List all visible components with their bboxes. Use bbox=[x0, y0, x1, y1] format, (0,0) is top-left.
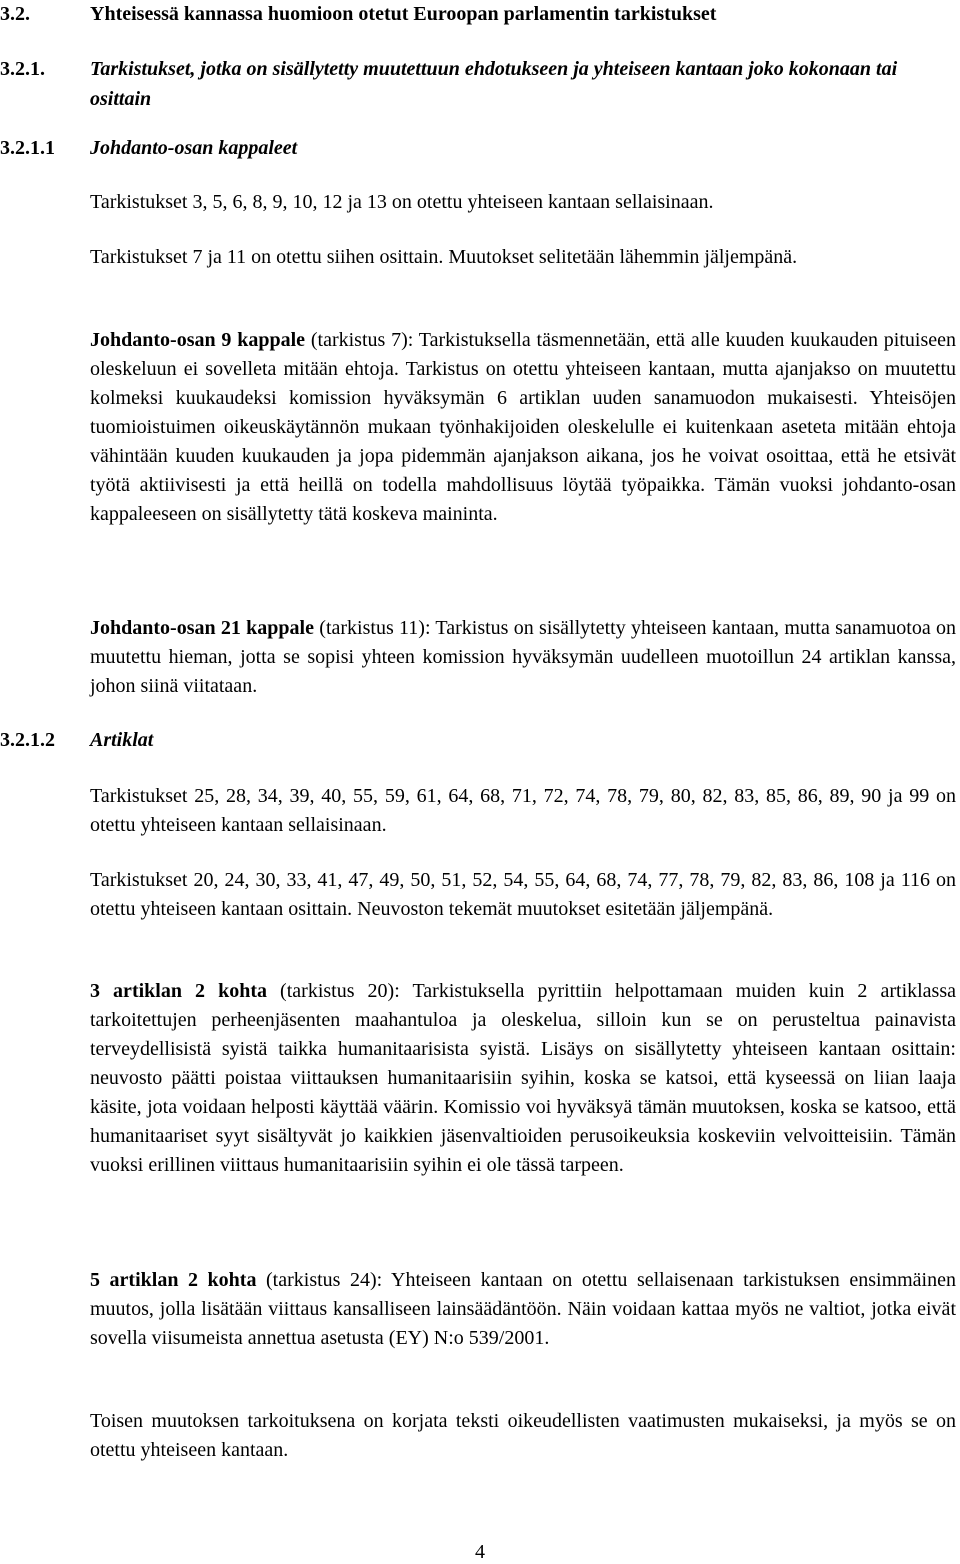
article-5-text: (tarkistus 24): Yhteiseen kantaan on otettu sellaisenaan tarkistuksen ensimmäinen muutos, jolla lisätään viittaus kansalliseen lainsäädäntöön. Näin voidaan kattaa myös ne valtiot, jotka eivät sovella viisumeista annettua asetusta (EY) N:o 539/2001. bbox=[90, 1269, 956, 1349]
recitals-number: 3.2.1.1 bbox=[0, 137, 55, 159]
recital-21-label: Johdanto-osan 21 kappale bbox=[90, 617, 314, 639]
recitals-heading bbox=[0, 136, 297, 160]
articles-paragraph-1: Tarkistukset 25, 28, 34, 39, 40, 55, 59, 61, 64, 68, 71, 72, 74, 78, 79, 80, 82, 83, 85, 86, 89, 90 ja 99 on otettu yhteiseen kantaan sellaisinaan. bbox=[90, 785, 956, 836]
section-heading bbox=[0, 2, 956, 26]
subsection-title: Tarkistukset, jotka on sisällytetty muutettuun ehdotukseen ja yhteiseen kantaan joko kokonaan tai osittain bbox=[90, 58, 898, 110]
section-number: 3.2. bbox=[0, 3, 30, 25]
section-title: Yhteisessä kannassa huomioon otetut Euroopan parlamentin tarkistukset bbox=[90, 3, 717, 25]
subsection-heading bbox=[0, 54, 956, 114]
article-3-label: 3 artiklan 2 kohta bbox=[90, 980, 267, 1002]
articles-number: 3.2.1.2 bbox=[0, 729, 55, 751]
recital-9-text: (tarkistus 7): Tarkistuksella täsmennetään, että alle kuuden kuukauden pituiseen oleskeluun ei sovelleta mitään ehtoja. Tarkistus on otettu yhteiseen kantaan, mutta ajanjakso on muutettu kolmeksi kuukaudeksi komission hyväksymän 6 artiklan uuden sanamuodon mukaisesti. Yhteisöjen tuomioistuimen oikeuskäytännön mukaan työnhakijoiden oleskelulle ei kuitenkaan aseteta mitään ehtoja vähintään kuuden kuukauden ja jopa pidemmän ajanjakson aikana, jos he voivat osoittaa, että he etsivät työtä aktiivisesti ja että heillä on todella mahdollisuus löytää työpaikka. Tämän vuoksi johdanto-osan kappaleeseen on sisällytetty tätä koskeva maininta. bbox=[90, 329, 957, 525]
article-5-label: 5 artiklan 2 kohta bbox=[90, 1269, 257, 1291]
recitals-paragraph-3 bbox=[90, 326, 956, 529]
articles-title: Artiklat bbox=[90, 729, 154, 751]
articles-heading bbox=[0, 728, 153, 752]
subsection-number: 3.2.1. bbox=[0, 58, 45, 80]
page-number: 4 bbox=[475, 1541, 485, 1563]
recitals-paragraph-4 bbox=[90, 614, 956, 701]
recitals-paragraph-1: Tarkistukset 3, 5, 6, 8, 9, 10, 12 ja 13 on otettu yhteiseen kantaan sellaisinaan. bbox=[90, 191, 714, 213]
articles-paragraph-3 bbox=[90, 977, 956, 1180]
article-3-text: (tarkistus 20): Tarkistuksella pyrittiin helpottamaan muiden kuin 2 artiklassa tarkoitettujen perheenjäsenten maahantuloa ja oleskelua, silloin kun se on perusteltua painavista terveydellisistä syistä taikka humanitaarisista syistä. Lisäys on sisällytetty yhteiseen kantaan osittain: neuvosto päätti poistaa viittauksen humanitaarisiin syihin, koska se katsoi, että kyseessä on liian laaja käsite, jota voidaan helposti käyttää väärin. Komissio voi hyväksyä tämän muutoksen, koska se katsoo, että humanitaariset syyt sisältyvät jo kaikkien jäsenvaltioiden perusoikeuksia koskeviin velvoitteisiin. Tämän vuoksi erillinen viittaus humanitaarisiin syihin ei ole tässä tarpeen. bbox=[90, 980, 956, 1176]
recital-21-text: (tarkistus 11): Tarkistus on sisällytetty yhteiseen kantaan, mutta sanamuotoa on muutettu hieman, jotta se sopisi yhteen komission hyväksymän uudelleen muotoillun 24 artiklan kanssa, johon siinä viitataan. bbox=[90, 617, 956, 697]
articles-paragraph-4 bbox=[90, 1266, 956, 1353]
recitals-paragraph-2: Tarkistukset 7 ja 11 on otettu siihen osittain. Muutokset selitetään lähemmin jäljempänä. bbox=[90, 246, 798, 268]
articles-paragraph-5: Toisen muutoksen tarkoituksena on korjata teksti oikeudellisten vaatimusten mukaiseksi, ja myös se on otettu yhteiseen kantaan. bbox=[90, 1410, 956, 1461]
articles-paragraph-2: Tarkistukset 20, 24, 30, 33, 41, 47, 49, 50, 51, 52, 54, 55, 64, 68, 74, 77, 78, 79, 82, 83, 86, 108 ja 116 on otettu yhteiseen kantaan osittain. Neuvoston tekemät muutokset esitetään jäljempänä. bbox=[90, 869, 956, 920]
recital-9-label: Johdanto-osan 9 kappale bbox=[90, 329, 306, 351]
recitals-title: Johdanto-osan kappaleet bbox=[90, 137, 298, 159]
